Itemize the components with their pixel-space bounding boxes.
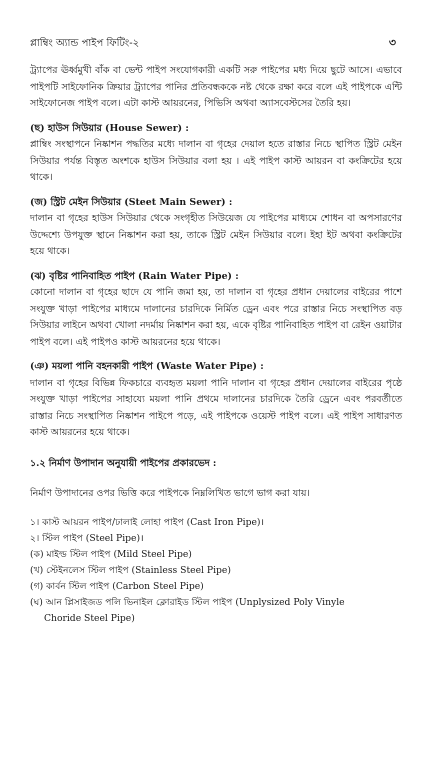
section-heading: (ঝ) বৃষ্টির পানিবাহিত পাইপ (Rain Water Pipe) : xyxy=(30,270,239,282)
page-number: ৩ xyxy=(388,36,396,49)
intro-paragraph: ট্র্যাপের ঊর্ধ্বমুখী বাঁক বা ভেন্ট পাইপ সংযোগকারী একটি সরু পাইপের মধ্য দিয়ে ছুটে আসে। এভাবে পাইপটি সাইফোনিক ক্রিয়ার ট্র্যাপের পানির প্রতিবন্ধককে নষ্ট থেকে রক্ষা করে বলে এই পাইপকে এন্টি সাইফোনেজ পাইপ বলে। এটা কাস্ট আয়রনের, পিভিসি অথবা অ্যাসবেস্টসের তৈরি হয়। xyxy=(30,65,402,109)
section-body: কোনো দালান বা গৃহের ছাদে যে পানি জমা হয়, তা দালান বা গৃহের প্রধান দেয়ালের বাইরের পাশে সংযুক্ত খাড়া পাইপের মাধ্যমে দালানের চারদিকে নির্মিত ড্রেন এবং পরে রাস্তার নিচে সংস্থাপিত বড় সিউয়ার লাইনে অথবা খোলা নদর্মায় নিষ্কাশন করা হয়, একে বৃষ্টির পানিবাহিত পাইপ বা রেইন ওয়াটার পাইপ বলে। এই পাইপও কাস্ট আয়রনের হয়ে থাকে। xyxy=(30,287,402,348)
list-item: (খ) স্টেইনলেস স্টিল পাইপ (Stainless Steel Pipe) xyxy=(30,564,231,576)
section-waste-water-pipe xyxy=(30,359,402,442)
section-rain-water-pipe xyxy=(30,269,402,352)
pipe-type-list xyxy=(30,515,402,627)
list-item: (ক) মাইল্ড স্টিল পাইপ (Mild Steel Pipe) xyxy=(30,548,192,560)
classification-intro: নির্মাণ উপাদানের ওপর ভিত্তি করে পাইপকে নিম্নলিখিত ভাগে ভাগ করা যায়। xyxy=(30,488,310,499)
section-heading: (ছ) হাউস সিউয়ার (House Sewer) : xyxy=(30,122,189,134)
section-heading: (জ) স্ট্রিট মেইন সিউয়ার (Steet Main Sewer) : xyxy=(30,196,233,208)
section-body: প্লাম্বিং সংস্থাপনে নিষ্কাশন পদ্ধতির মধ্যে দালান বা গৃহের দেয়াল হতে রাস্তার নিচে স্থাপিত স্ট্রিট মেইন সিউয়ার পর্যন্ত বিস্তৃত অংশকে হাউস সিউয়ার বলা হয় । এই পাইপ কাস্ট আয়রন বা কংক্রিটের হয়ে থাকে। xyxy=(30,139,402,183)
list-item: ১। কাস্ট আয়রন পাইপ/ঢালাই লোহা পাইপ (Cast Iron Pipe)। xyxy=(30,516,264,528)
section-body: দালান বা গৃহের বিভিন্ন ফিকচারে ব্যবহৃত ময়লা পানি দালান বা গৃহের প্রধান দেয়ালের বাইরের পৃষ্ঠে সংযুক্ত খাড়া পাইপের সাহায্যে ময়লা পানি প্রথমে দালানের চারদিকে তৈরি ড্রেনে এবং পরবর্তীতে রাস্তার নিচে সংস্থাপিত নিষ্কাশন পাইপে পড়ে, এই পাইপকে ওয়েস্ট পাইপ বলে। এই পাইপ সাধারণত কাস্ট আয়রনের হয়ে থাকে। xyxy=(30,377,402,438)
section-street-main-sewer xyxy=(30,195,402,261)
section-house-sewer xyxy=(30,121,402,187)
section-body: দালান বা গৃহের হাউস সিউয়ার থেকে সংগৃহীত সিউয়েজ যে পাইপের মাধ্যমে শোধন বা অপসারণের উদ্দেশ্যে উপযুক্ত স্থানে নিষ্কাশন করা হয়, তাকে স্ট্রিট মেইন সিউয়ার বলে। ইহা ইট অথবা কংক্রিটের হয়ে থাকে। xyxy=(30,213,402,257)
running-title: প্লাম্বিং অ্যান্ড পাইপ ফিটিং-২ xyxy=(30,38,140,49)
section-heading: (ঞ) ময়লা পানি বহনকারী পাইপ (Waste Water Pipe) : xyxy=(30,361,264,372)
page-header xyxy=(30,34,402,53)
section-title: ১.২ নির্মাণ উপাদান অনুযায়ী পাইপের প্রকারভেদ : xyxy=(30,457,217,469)
list-item: ২। স্টিল পাইপ (Steel Pipe)। xyxy=(30,532,144,544)
list-item: (ঘ) আন প্লিসাইজড পলি ভিনাইল ক্লোরাইড স্টিল পাইপ (Unplysized Poly Vinyle Choride Steel Pipe) xyxy=(30,595,402,627)
list-item: (গ) কার্বন স্টিল পাইপ (Carbon Steel Pipe) xyxy=(30,580,204,592)
list-item-continuation: Choride Steel Pipe) xyxy=(44,612,135,624)
